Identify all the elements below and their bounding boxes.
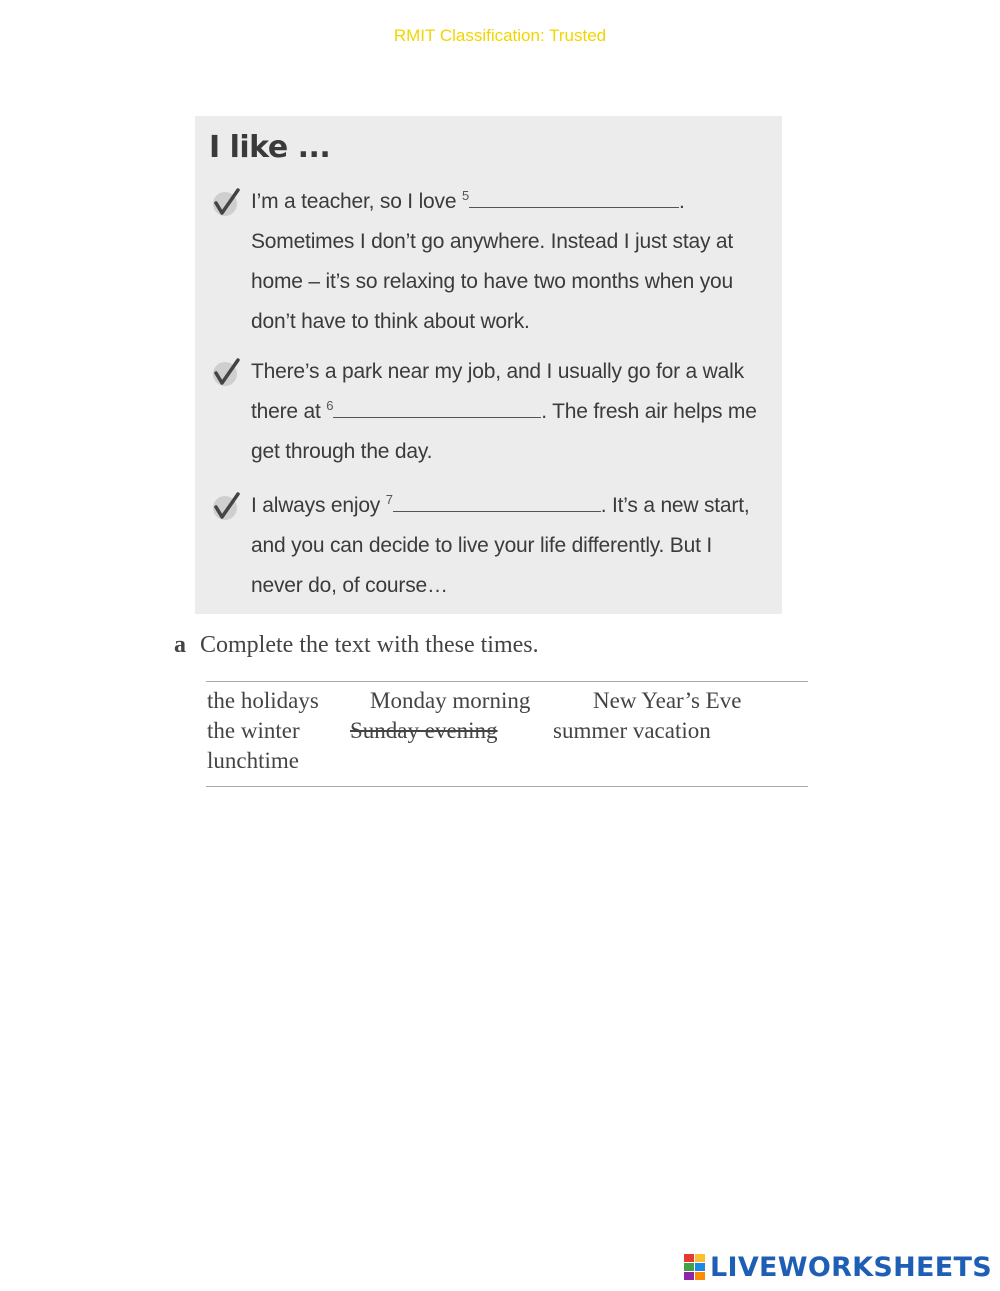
brand-name: LIVEWORKSHEETS: [709, 1252, 992, 1283]
reading-panel: [195, 116, 782, 614]
gap-number: 5: [461, 188, 469, 203]
word-option: New Year’s Eve: [593, 688, 742, 713]
entry-line: There’s a park near my job, and I usually go for a walk: [251, 360, 744, 383]
entry-line: don’t have to think about work.: [251, 310, 530, 333]
answer-blank-7[interactable]: [393, 489, 601, 512]
checkmark-icon: [210, 186, 244, 220]
word-box-bottom-rule: [206, 786, 808, 787]
task-instruction: [174, 632, 539, 659]
gap-number: 7: [385, 492, 393, 507]
checkmark-icon: [210, 490, 244, 524]
classification-label: RMIT Classification: Trusted: [393, 26, 607, 45]
entry-2: [210, 352, 770, 472]
task-letter: a: [174, 632, 186, 658]
answer-blank-5[interactable]: [469, 185, 679, 208]
word-option: summer vacation: [553, 718, 711, 743]
entry-line: I always enjoy $^7$ . It’s a new start,: [251, 486, 770, 526]
entry-line: and you can decide to live your life differently. But I: [251, 534, 712, 557]
word-box-top-rule: [206, 681, 808, 682]
word-option: lunchtime: [207, 748, 299, 773]
word-option: the holidays: [207, 688, 319, 713]
entry-line: home – it’s so relaxing to have two months when you: [251, 270, 734, 293]
entry-3: [210, 486, 770, 606]
panel-title: I like ...: [209, 130, 331, 165]
brand-logo[interactable]: [684, 1252, 992, 1283]
entry-1: [210, 182, 770, 342]
entry-line: Sometimes I don’t go anywhere. Instead I just stay at: [251, 230, 733, 253]
checkmark-icon: [210, 356, 244, 390]
entry-line: I’m a teacher, so I love $^5$ .: [251, 182, 770, 222]
word-option: the winter: [207, 718, 300, 743]
entry-line: there at $^6$ . The fresh air helps me: [251, 392, 770, 432]
answer-blank-6[interactable]: [333, 395, 541, 418]
entry-line: get through the day.: [251, 440, 433, 463]
word-option: Monday morning: [370, 688, 531, 713]
task-text: Complete the text with these times.: [200, 632, 539, 658]
word-option-struck: Sunday evening: [350, 718, 498, 743]
liveworksheets-logo-icon: [684, 1254, 706, 1282]
entry-line: never do, of course…: [251, 574, 448, 597]
gap-number: 6: [326, 398, 334, 413]
